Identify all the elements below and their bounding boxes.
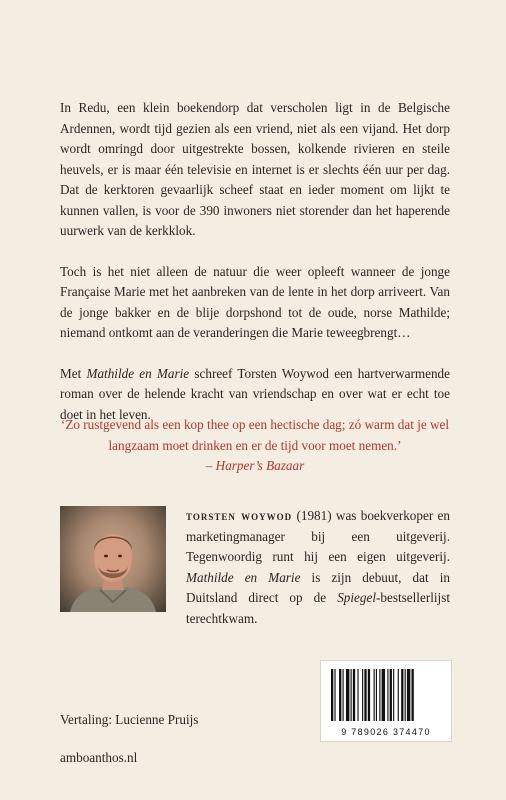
blurb — [60, 98, 450, 445]
author-photo — [60, 506, 166, 612]
author-bio — [186, 506, 450, 629]
review-quote — [60, 415, 450, 477]
blurb-p3-post: schreef Torsten Woywod een hartverwarmende roman over de helende kracht van vriendschap en over wat er echt toe doet in het leven. — [60, 365, 450, 422]
barcode-bars — [331, 669, 441, 721]
blurb-paragraph-2: Toch is het niet alleen de natuur die weer opleeft wanneer de jonge Française Marie met het aanbreken van de lente in het dorp arriveert. Van de jonge bakker en de blije dorpshond tot de oude, norse Mathilde; niemand ontkomt aan de veranderingen die Marie teweegbrengt… — [60, 263, 450, 340]
blurb-p3-pre: Met — [60, 365, 87, 381]
publisher-website: amboanthos.nl — [60, 750, 138, 765]
translator-credit: Vertaling: Lucienne Pruijs — [60, 712, 199, 727]
bio-list-name: Spiegel — [337, 590, 377, 605]
isbn-number: 9 789026 374470 — [341, 727, 431, 737]
bio-text-1: (1981) was boekverkoper en marketingmanager bij een uitgeverij. Tegenwoordig runt hij een eigen uitgeverij. — [186, 508, 450, 564]
isbn-barcode — [320, 660, 452, 742]
quote-text: ‘Zo rustgevend als een kop thee op een hectische dag; zó warm dat je wel langzaam moet drinken en er de tijd voor moet nemen.’ — [60, 417, 450, 453]
bio-text-3: -bestsellerlijst terechtkwam. — [186, 590, 450, 626]
bio-book-title: Mathilde en Marie — [186, 569, 301, 585]
author-name: torsten woywod — [186, 508, 293, 523]
quote-source: – Harper’s Bazaar — [205, 458, 305, 473]
bio-text-2: is zijn debuut, dat in Duitsland direct op de — [186, 569, 450, 605]
book-title-inline: Mathilde en Marie — [86, 365, 190, 381]
blurb-paragraph-1: In Redu, een klein boekendorp dat verscholen ligt in de Belgische Ardennen, wordt tijd gezien als een vriend, niet als een vijand. Het dorp wordt omringd door uitgestrekte bossen, kolkende rivieren en steile heuvels, er is maar één televisie en internet is er slechts één uur per dag. Dat de kerktoren gevaarlijk scheef staat en ieder moment om lijkt te kunnen vallen, is voor de 390 inwoners niet storender dan het haperende uurwerk van de kerkklok. — [60, 100, 450, 238]
author-portrait-image — [60, 506, 166, 612]
